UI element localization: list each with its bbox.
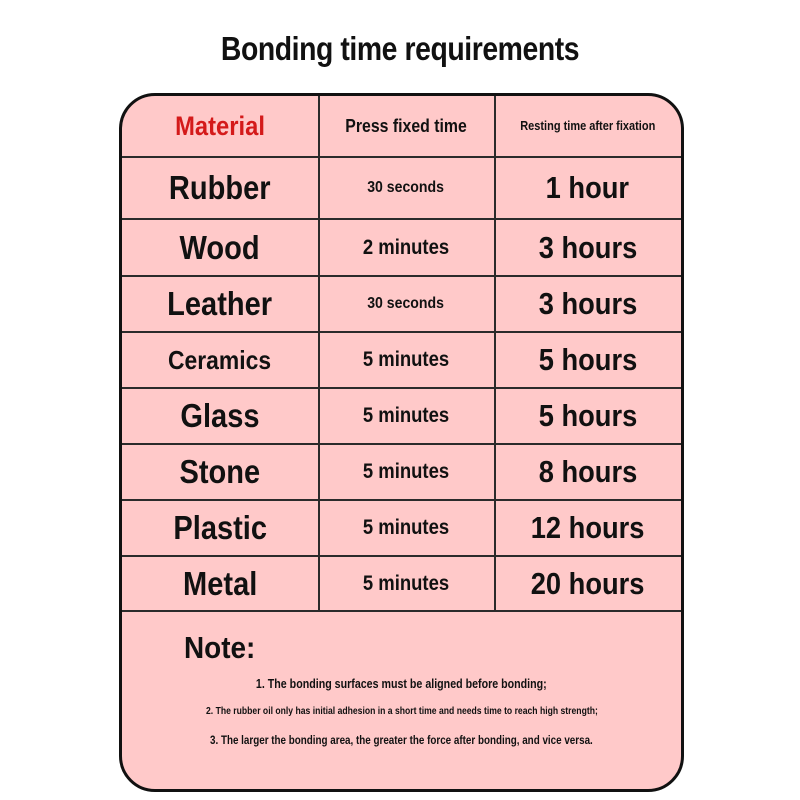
note-heading: Note: [184, 630, 256, 665]
table-row [122, 333, 681, 389]
note-item: 2. The rubber oil only has initial adhesion in a short time and needs time to reach high strength; [205, 705, 598, 717]
table-row [122, 220, 681, 277]
resting-time-cell: 1 hour [545, 170, 630, 205]
table-row [122, 389, 681, 445]
page-title: Bonding time requirements [220, 30, 580, 67]
header-material: Material [175, 110, 265, 141]
resting-time-cell: 8 hours [538, 454, 637, 489]
resting-time-cell: 20 hours [530, 565, 645, 601]
column-divider [494, 96, 496, 612]
bonding-time-card [119, 93, 684, 792]
material-cell: Ceramics [168, 344, 272, 375]
material-cell: Glass [180, 397, 260, 434]
table-row [122, 501, 681, 557]
table-row [122, 277, 681, 333]
table-header-row [122, 96, 681, 158]
note-section [122, 612, 681, 789]
press-time-cell: 5 minutes [362, 516, 450, 539]
material-cell: Plastic [173, 509, 267, 546]
press-time-cell: 5 minutes [362, 404, 450, 427]
press-time-cell: 30 seconds [367, 295, 445, 312]
resting-time-cell: 12 hours [530, 510, 645, 545]
press-time-cell: 5 minutes [362, 348, 450, 371]
table-row [122, 158, 681, 220]
resting-time-cell: 5 hours [538, 398, 637, 433]
material-cell: Rubber [169, 169, 271, 206]
press-time-cell: 30 seconds [367, 179, 445, 196]
bonding-time-table [122, 96, 681, 612]
header-resting-time: Resting time after fixation [519, 119, 656, 133]
table-row [122, 557, 681, 612]
material-cell: Wood [179, 228, 261, 266]
material-cell: Leather [167, 285, 273, 322]
resting-time-cell: 5 hours [538, 342, 637, 377]
resting-time-cell: 3 hours [538, 286, 637, 321]
resting-time-cell: 3 hours [538, 229, 637, 265]
press-time-cell: 5 minutes [362, 571, 450, 595]
header-press-fixed-time: Press fixed time [345, 115, 467, 136]
note-item: 1. The bonding surfaces must be aligned before bonding; [256, 676, 547, 691]
note-item: 3. The larger the bonding area, the greater the force after bonding, and vice versa. [210, 733, 593, 747]
press-time-cell: 5 minutes [362, 460, 450, 483]
material-cell: Metal [182, 564, 258, 602]
press-time-cell: 2 minutes [362, 235, 450, 259]
column-divider [318, 96, 320, 612]
table-row [122, 445, 681, 501]
material-cell: Stone [179, 453, 261, 490]
